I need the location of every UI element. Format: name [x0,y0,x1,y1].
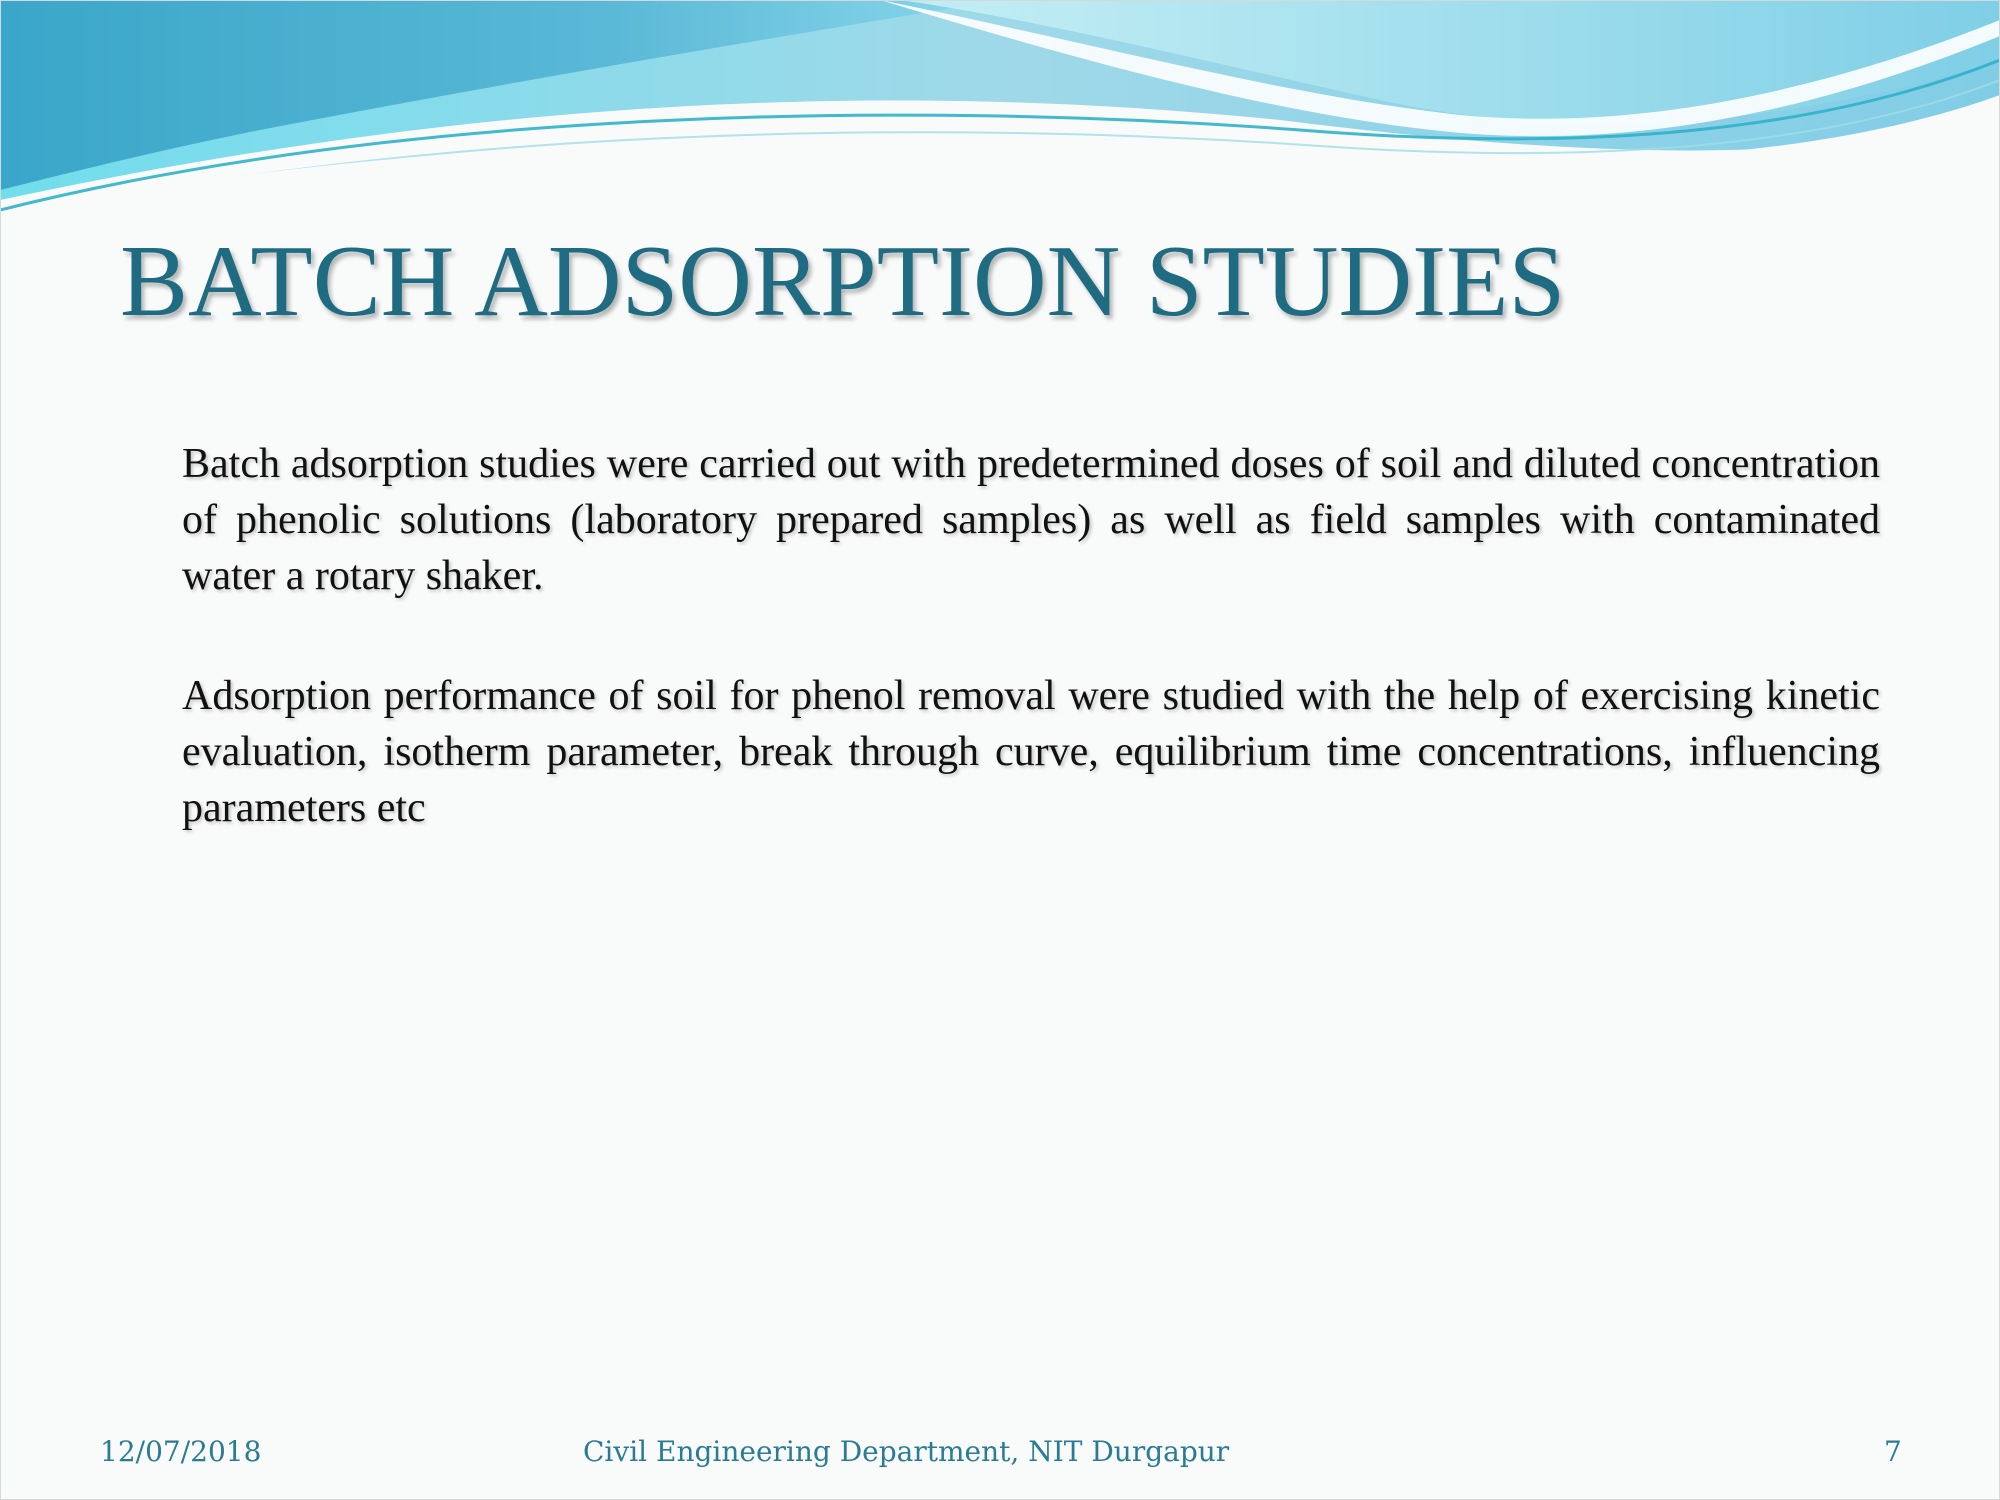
paragraph-1: Batch adsorption studies were carried out with predetermined doses of soil and diluted concentration of phenolic solutions (laboratory prepared samples) as well as field samples with contaminated water a rotary shaker. [182,441,1880,599]
footer-date: 12/07/2018 [100,1435,262,1468]
page-number: 7 [1884,1435,1902,1468]
paragraph-2: Adsorption performance of soil for phenol removal were studied with the help of exercising kinetic evaluation, isotherm parameter, break through curve, equilibrium time concentrations, influencing parameters etc [182,673,1880,831]
footer-department: Civil Engineering Department, NIT Durgapur [583,1435,1230,1468]
wave-header-decoration [0,0,2000,240]
slide-title: BATCH ADSORPTION STUDIES [120,225,1566,338]
slide-body [182,436,1880,900]
